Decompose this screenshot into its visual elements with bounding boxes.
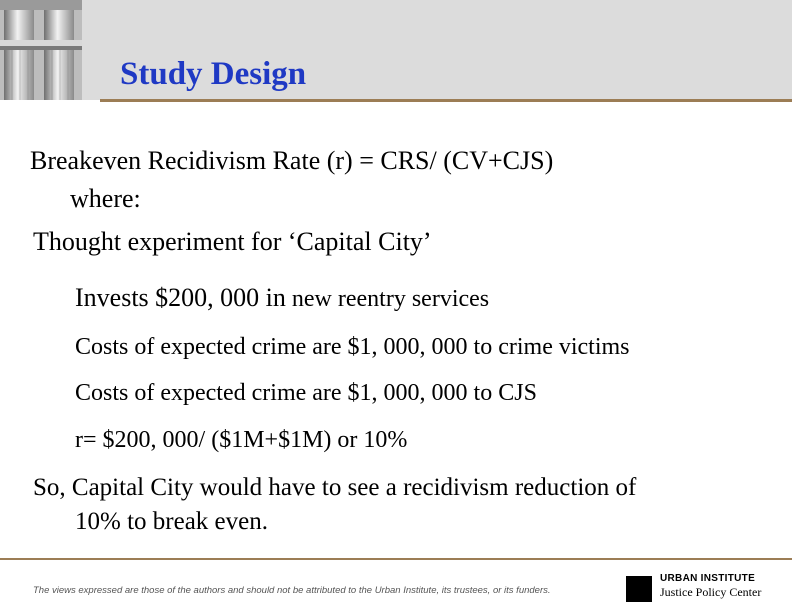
conclusion-line-1: So, Capital City would have to see a recidivism reduction of <box>33 474 637 501</box>
investment-amount: Invests $200, 000 in <box>75 283 286 312</box>
org-name: URBAN INSTITUTE <box>660 573 756 584</box>
cjs-cost-line: Costs of expected crime are $1, 000, 000 to CJS <box>75 380 537 406</box>
slide-title: Study Design <box>120 56 307 92</box>
header-band <box>0 0 792 100</box>
footer-disclaimer: The views expressed are those of the authors and should not be attributed to the Urban Institute, its trustees, or its funders. <box>33 585 551 596</box>
investment-purpose: new reentry services <box>285 286 490 312</box>
thought-experiment-heading: Thought experiment for ‘Capital City’ <box>33 227 432 256</box>
footer-divider <box>0 558 792 560</box>
urban-institute-logo-icon <box>626 576 652 602</box>
victim-cost-line: Costs of expected crime are $1, 000, 000 to crime victims <box>75 334 630 360</box>
conclusion-line-2: 10% to break even. <box>75 508 268 535</box>
where-label: where: <box>70 184 141 213</box>
unit-name: Justice Policy Center <box>660 585 762 599</box>
header-divider <box>100 99 792 102</box>
classical-columns-image <box>0 0 82 100</box>
r-calculation-line: r= $200, 000/ ($1M+$1M) or 10% <box>75 427 408 453</box>
investment-line <box>75 283 489 313</box>
breakeven-formula: Breakeven Recidivism Rate (r) = CRS/ (CV+CJS) <box>30 146 554 175</box>
